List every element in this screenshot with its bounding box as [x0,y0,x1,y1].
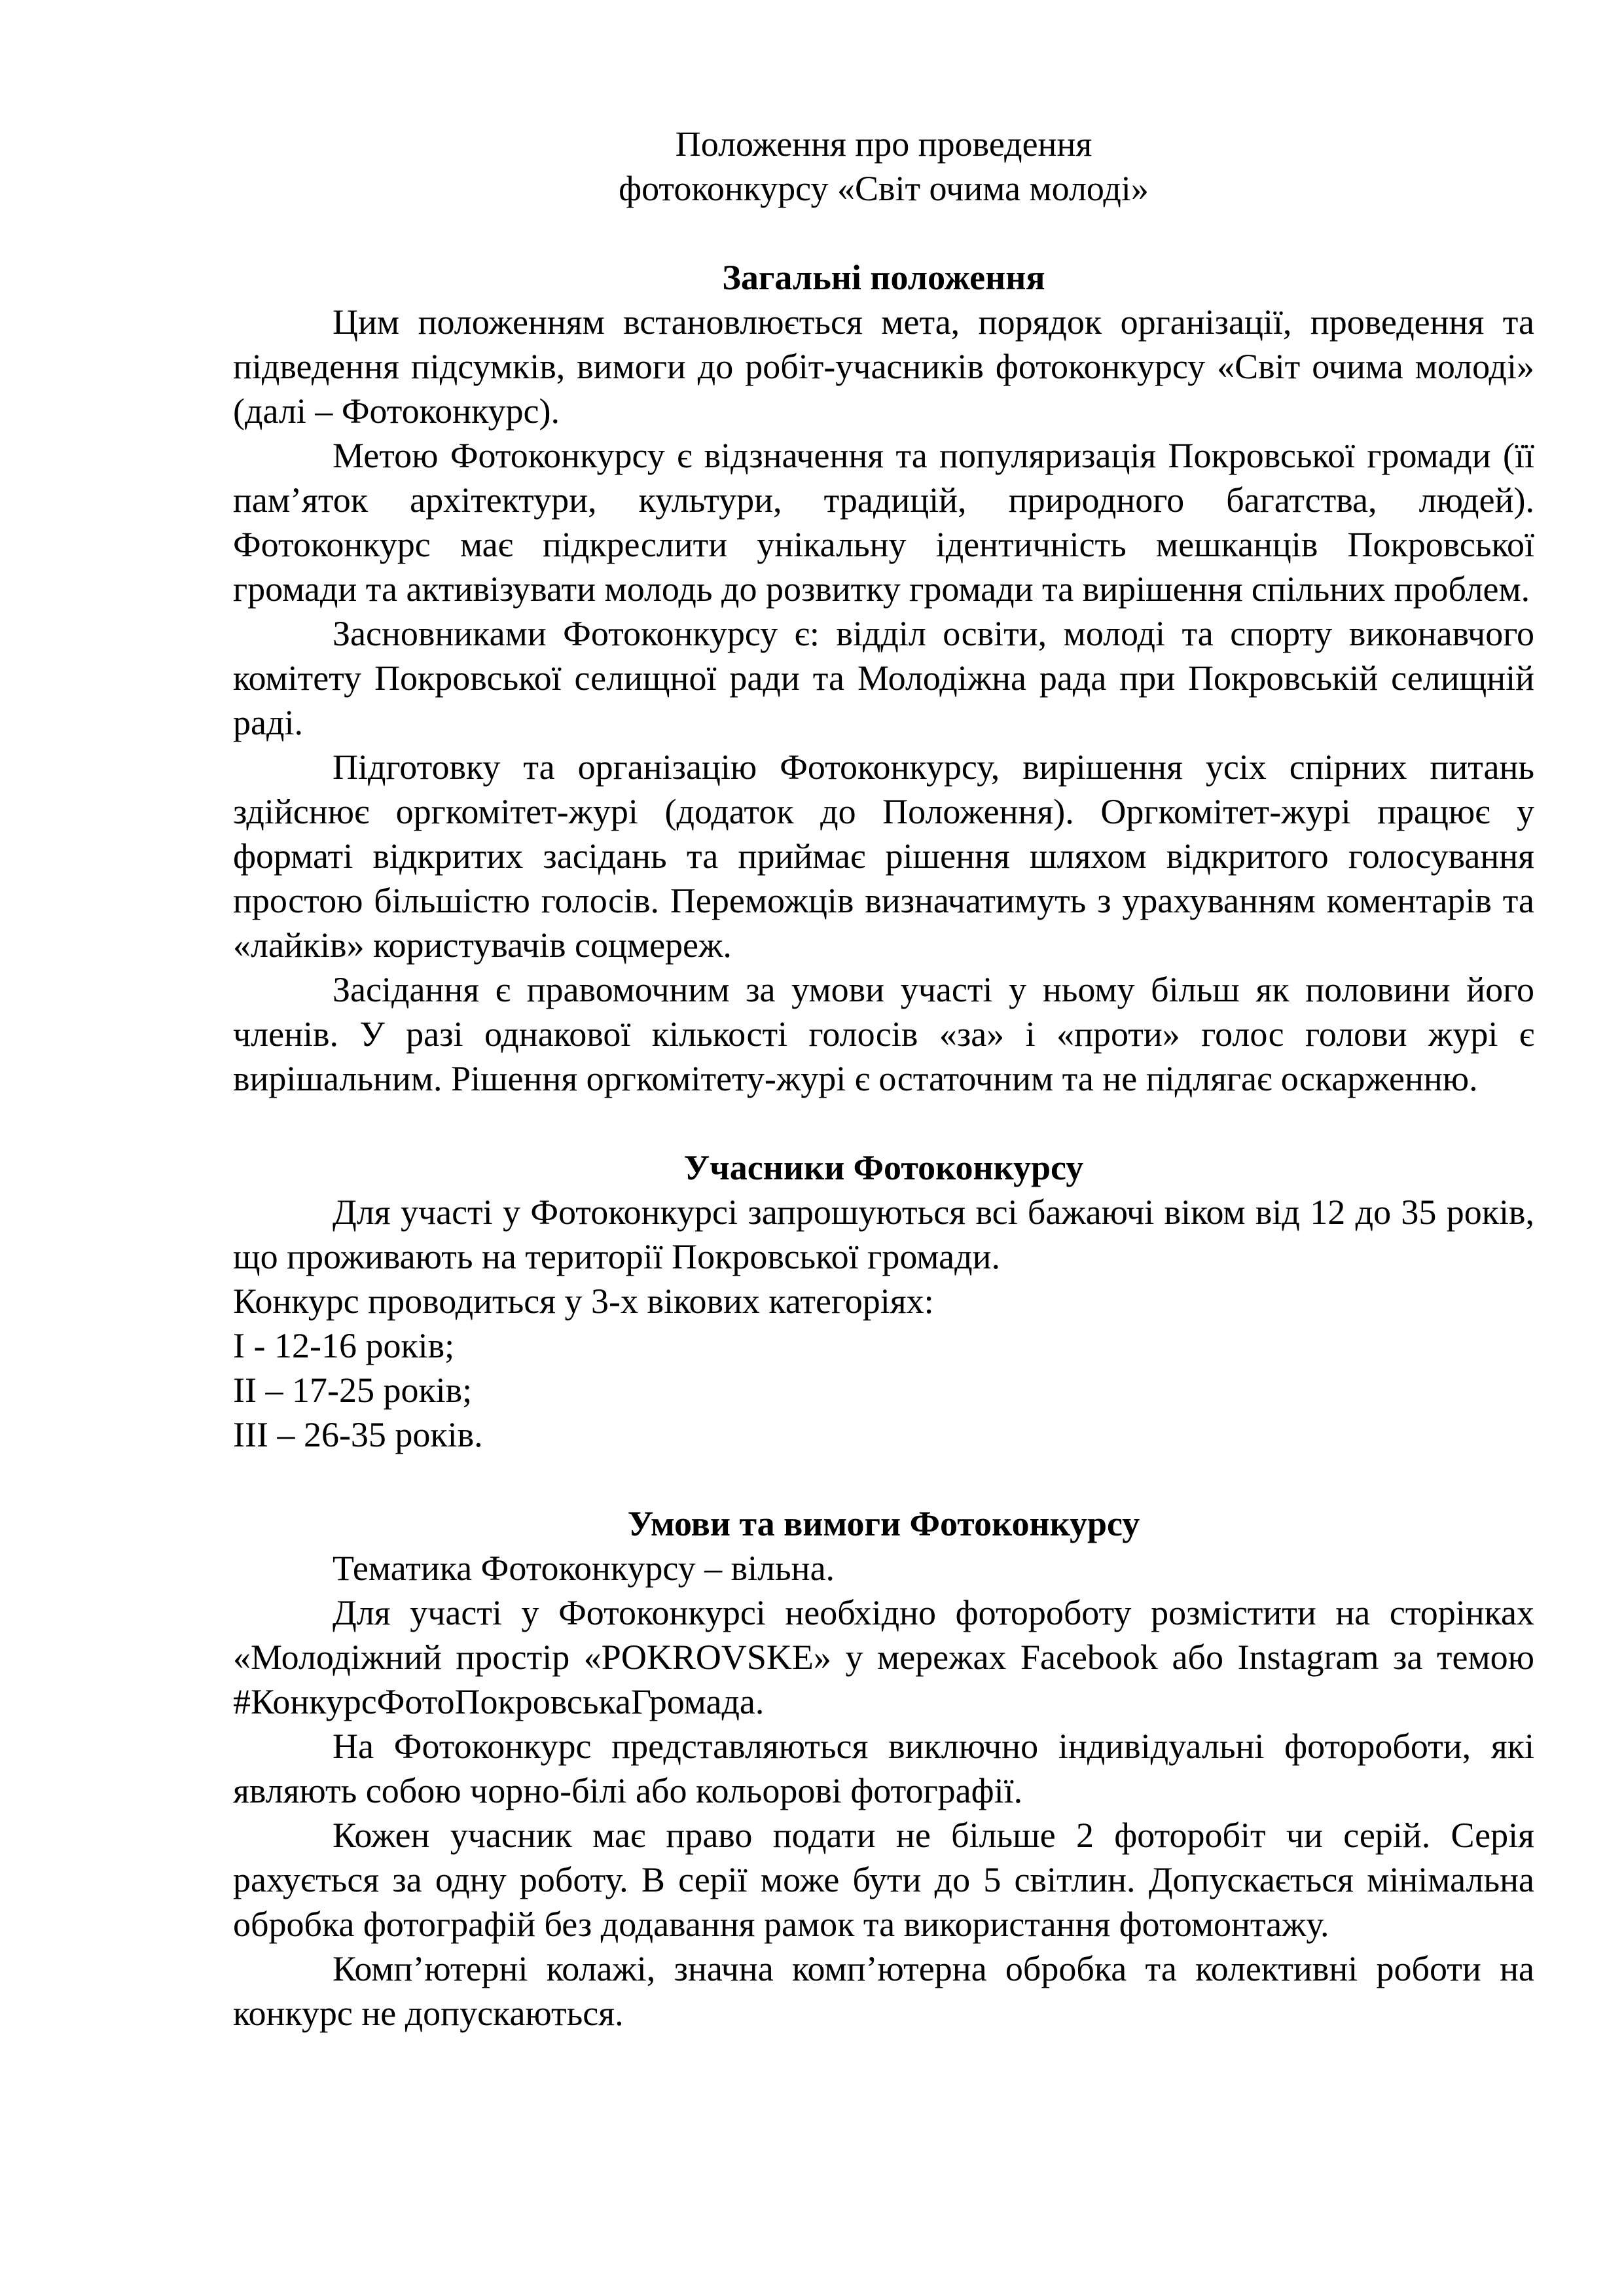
spacer [233,211,1534,255]
paragraph: Тематика Фотоконкурсу – вільна. [333,1549,835,1588]
spacer [233,1101,1534,1145]
list-line: III – 26-35 років. [233,1415,483,1454]
paragraph: Засновниками Фотоконкурсу є: відділ освіти, молоді та спорту виконавчого комітету Покровської селищної ради та Молодіжна рада при Покровській селищній раді. [233,614,1534,742]
list-line: Конкурс проводиться у 3-х вікових категоріях: [233,1282,934,1321]
list-line: I - 12-16 років; [233,1326,455,1365]
document-page [233,122,1534,2036]
paragraph: Цим положенням встановлюється мета, порядок організації, проведення та підведення підсумків, вимоги до робіт-учасників фотоконкурсу «Світ очима молоді» (далі – Фотоконкурс). [233,302,1534,431]
list-line: II – 17-25 років; [233,1371,473,1410]
paragraph: Метою Фотоконкурсу є відзначення та популяризація Покровської громади (її пам’яток архітектури, культури, традицій, природного багатства, людей). Фотоконкурс має підкреслити унікальну ідентичність мешканців Покровської громади та активізувати молодь до розвитку громади та вирішення спільних проблем. [233,436,1534,609]
paragraph: Комп’ютерні колажі, значна комп’ютерна обробка та колективні роботи на конкурс не допускаються. [233,1949,1534,2033]
section-heading-participants: Учасники Фотоконкурсу [683,1148,1084,1187]
document-title-line-1: Положення про проведення [675,124,1092,164]
section-heading-general: Загальні положення [722,258,1045,297]
document-title-line-2: фотоконкурсу «Світ очима молоді» [619,169,1149,208]
paragraph: На Фотоконкурс представляються виключно індивідуальні фотороботи, які являють собою чорно-білі або кольорові фотографії. [233,1727,1534,1810]
paragraph: Підготовку та організацію Фотоконкурсу, вирішення усіх спірних питань здійснює оргкомітет-журі (додаток до Положення). Оргкомітет-журі працює у форматі відкритих засідань та приймає рішення шляхом відкритого голосування простою більшістю голосів. Переможців визначатимуть з урахуванням коментарів та «лайків» користувачів соцмереж. [233,747,1534,965]
paragraph: Кожен учасник має право подати не більше 2 фоторобіт чи серій. Серія рахується за одну роботу. В серії може бути до 5 світлин. Допускається мінімальна обробка фотографій без додавання рамок та використання фотомонтажу. [233,1816,1534,1944]
paragraph: Для участі у Фотоконкурсі запрошуються всі бажаючі віком від 12 до 35 років, що проживають на території Покровської громади. [233,1193,1534,1276]
spacer [233,1457,1534,1501]
paragraph: Засідання є правомочним за умови участі у ньому більш як половини його членів. У разі однакової кількості голосів «за» і «проти» голос голови журі є вирішальним. Рішення оргкомітету-журі є остаточним та не підлягає оскарженню. [233,970,1534,1098]
paragraph: Для участі у Фотоконкурсі необхідно фотороботу розмістити на сторінках «Молодіжний простір «POKROVSKE» у мережах Facebook або Instagram за темою #КонкурсФотоПокровськаГромада. [233,1593,1534,1721]
section-heading-conditions: Умови та вимоги Фотоконкурсу [627,1504,1140,1543]
